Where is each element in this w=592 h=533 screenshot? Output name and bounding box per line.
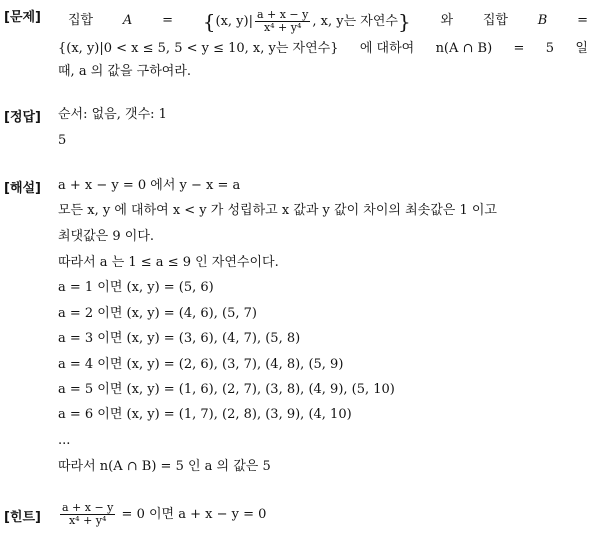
explanation-line: 최댓값은 9 이다. [58,229,155,244]
intersection-count: n(A ∩ B) [435,41,493,56]
brace-close: } [397,9,411,33]
brace-open: { [202,9,216,33]
explanation-line: a + x − y = 0 에서 y − x = a [58,178,241,193]
fraction-denominator: x⁴ + y⁴ [263,20,302,34]
fraction [255,9,310,34]
set-b-definition: {(x, y)|0 < x ≤ 5, 5 < y ≤ 10, x, y는 자연수} [58,41,339,56]
set-a-definition [203,9,411,34]
equals-sign: = [162,13,173,28]
explanation-line: a = 3 이면 (x, y) = (3, 6), (4, 7), (5, 8) [58,331,301,346]
word-regarding: 에 대하여 [359,41,415,56]
problem-tag: [문제] [4,10,41,25]
explanation-line: ... [58,433,71,448]
explanation-line: a = 2 이면 (x, y) = (4, 6), (5, 7) [58,306,257,321]
equals-sign-3: = [513,41,525,56]
set-a-suffix: , x, y는 자연수 [312,13,398,29]
hint-line [58,500,588,530]
word-set-2: 집합 [482,13,508,28]
problem-line-3: 때, a 의 값을 구하여라. [58,64,192,79]
equals-sign-2: = [577,13,588,28]
hint-fraction-denominator: x⁴ + y⁴ [68,514,107,527]
hint-fraction [60,502,115,527]
answer-tag: [정답] [4,110,41,125]
explanation-line: a = 1 이면 (x, y) = (5, 6) [58,280,214,295]
word-and: 와 [440,13,454,28]
var-a-set: A [122,13,133,28]
explanation-line: 따라서 n(A ∩ B) = 5 인 a 의 값은 5 [58,459,271,474]
explanation-line: 따라서 a 는 1 ≤ a ≤ 9 인 자연수이다. [58,255,279,270]
explanation-line: a = 5 이면 (x, y) = (1, 6), (2, 7), (3, 8), (4, 9), (5, 10) [58,382,395,397]
word-il: 일 [575,41,588,56]
hint-tag: [힌트] [4,510,41,525]
hint-rest: = 0 이면 a + x − y = 0 [121,507,267,522]
value-five: 5 [545,41,555,56]
set-a-prefix: (x, y)| [215,13,253,29]
fraction-numerator: a + x − y [256,7,309,21]
hint-fraction-numerator: a + x − y [62,501,114,514]
word-set: 집합 [68,13,94,28]
var-b-set: B [537,13,548,28]
answer-line-2: 5 [58,133,67,148]
explanation-line: 모든 x, y 에 대하여 x < y 가 성립하고 x 값과 y 값이 차이의 최솟값은 1 이고 [58,203,497,218]
problem-line-1 [58,6,588,36]
explanation-line: a = 4 이면 (x, y) = (2, 6), (3, 7), (4, 8), (5, 9) [58,357,344,372]
explanation-tag: [해설] [4,181,41,196]
answer-line-1: 순서: 없음, 갯수: 1 [58,107,167,122]
explanation-line: a = 6 이면 (x, y) = (1, 7), (2, 8), (3, 9), (4, 10) [58,407,352,422]
problem-line-2 [58,40,588,58]
